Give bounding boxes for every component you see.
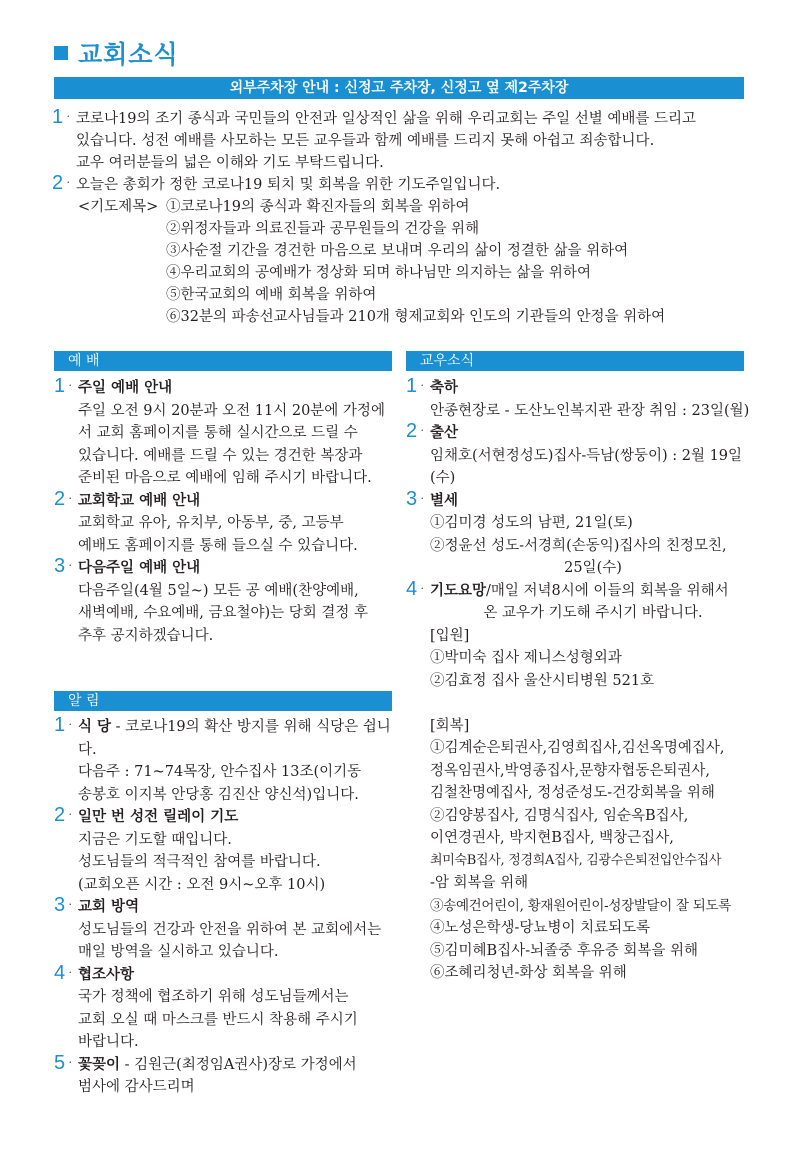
- worship-item-1: [54, 377, 399, 490]
- worship-item-line: 서 교회 홈페이지를 통해 실시간으로 드릴 수: [78, 425, 358, 441]
- recovery-line: ③송예건어린이, 황재원어린이-성장발달이 잘 되도록: [430, 897, 731, 914]
- page-title: [54, 36, 179, 70]
- notice-item-title: 일만 번 성전 릴레이 기도: [78, 809, 239, 825]
- notice-item-line: 바랍니다.: [78, 1034, 139, 1050]
- parking-notice-banner: 외부주차장 안내 : 신정고 주차장, 신정고 옆 제2주차장: [54, 77, 744, 99]
- notice-item-title-rest: - 코로나19의 확산 방지를 위해 식당은 쉽니다.: [78, 719, 391, 758]
- spacer: [430, 692, 756, 715]
- member-item-line: 임채호(서현정성도)집사-득남(쌍둥이) : 2월 19일(수): [430, 447, 743, 486]
- notice-item-title: 식 당: [78, 719, 112, 735]
- notices-section: [54, 716, 399, 1099]
- page-title-text: 교회소식: [78, 40, 179, 69]
- worship-item-line: 예배도 홈페이지를 통해 들으실 수 있습니다.: [78, 537, 358, 554]
- member-item-title-rest: /매일 저녁8시에 이들의 회복을 위해서: [486, 582, 729, 599]
- worship-item-line: 주일 오전 9시 20분과 오전 11시 20분에 가정에: [78, 402, 385, 419]
- item-number: 1 ·: [54, 375, 72, 400]
- admit-line: ①박미숙 집사 제니스성형외과: [430, 650, 622, 666]
- prayer-label: <기도제목>: [78, 199, 159, 215]
- notices-section-header: 알 림: [54, 691, 392, 711]
- intro-item-2: [52, 174, 752, 328]
- member-item-line: ①김미경 성도의 남편, 21일(토): [430, 515, 633, 531]
- recovery-line: ①김계순은퇴권사,김영희집사,김선옥명예집사,: [430, 740, 725, 756]
- prayer-item: ①코로나19의 종식과 확진자들의 회복을 위하여: [166, 199, 470, 215]
- notice-item-2: [54, 806, 399, 896]
- members-section-header: 교우소식: [406, 351, 744, 371]
- item-number: 2 ·: [406, 420, 424, 445]
- member-item-title: 별세: [430, 492, 459, 509]
- intro-item-1-line-2: 있습니다. 성전 예배를 사모하는 모든 교우들과 함께 예배를 드리지 못해 아쉽고 죄송합니다.: [76, 133, 655, 149]
- notice-item-line: 지금은 기도할 때입니다.: [78, 831, 232, 848]
- item-number: 3 ·: [54, 894, 72, 919]
- prayer-item: ②위정자들과 의료진들과 공무원들의 건강을 위해: [166, 221, 480, 237]
- member-item-center-line: 온 교우가 기도해 주시기 바랍니다.: [483, 605, 703, 621]
- worship-item-title: 다음주일 예배 안내: [78, 560, 201, 576]
- worship-section: [54, 377, 399, 647]
- item-number: 1 ·: [406, 375, 424, 400]
- item-number: 4 ·: [406, 578, 424, 603]
- recovery-line: 정옥임권사,박영종집사,문향자협동은퇴권사,: [430, 762, 710, 779]
- notice-item-line: 범사에 감사드리며: [78, 1079, 195, 1095]
- recovery-line: 이연경권사, 박지현B집사, 백창근집사,: [430, 830, 674, 846]
- member-item-title: 출산: [430, 425, 459, 441]
- recovery-line: ④노성은학생-당뇨병이 치료되도록: [430, 920, 651, 936]
- item-number: 2 ·: [54, 804, 72, 829]
- item-number: 3 ·: [54, 555, 72, 580]
- item-number: 1 ·: [54, 714, 72, 739]
- intro-item-1: [52, 108, 752, 174]
- worship-item-line: 교회학교 유아, 유치부, 아동부, 중, 고등부: [78, 515, 344, 531]
- prayer-item: ④우리교회의 공예배가 정상화 되며 하나님만 의지하는 삶을 위하여: [166, 265, 591, 281]
- members-section: [406, 377, 756, 985]
- recovery-line: ②김양봉집사, 김명식집사, 임순옥B집사,: [430, 807, 689, 824]
- member-item-4: [406, 577, 756, 985]
- worship-item-line: 새벽예배, 수요예배, 금요철야)는 당회 결정 후: [78, 605, 369, 621]
- worship-item-title: 주일 예배 안내: [78, 380, 173, 396]
- intro-item-1-line-3: 교우 여러분들의 넓은 이해와 기도 부탁드립니다.: [76, 155, 384, 171]
- notice-item-title: 꽃꽂이: [78, 1056, 121, 1073]
- notice-item-title: 협조사항: [78, 966, 135, 983]
- worship-item-line: 다음주일(4월 5일~) 모든 공 예배(찬양예배,: [78, 582, 359, 599]
- recovery-line: 최미숙B집사, 정경희A집사, 김광수은퇴전입안수집사: [430, 852, 722, 868]
- recovery-label: [회복]: [430, 717, 470, 734]
- intro-item-1-line-1: 코로나19의 조기 종식과 국민들의 안전과 일상적인 삶을 위해 우리교회는 주일 선별 예배를 드리고: [76, 111, 697, 127]
- notice-item-title-rest: - 김원근(최정임A권사)장로 가정에서: [120, 1056, 357, 1073]
- notice-item-title: 교회 방역: [78, 899, 140, 915]
- worship-item-line: 준비된 마음으로 예배에 임해 주시기 바랍니다.: [78, 470, 372, 486]
- worship-item-line: 추후 공지하겠습니다.: [78, 627, 214, 644]
- admit-line: ②김효정 집사 울산시티병원 521호: [430, 672, 655, 689]
- worship-item-title: 교회학교 예배 안내: [78, 492, 201, 509]
- notice-item-3: [54, 896, 399, 964]
- item-number: 2 ·: [54, 488, 72, 513]
- notice-item-line: (교회오픈 시간 : 오전 9시~오후 10시): [78, 876, 326, 893]
- notice-item-5: [54, 1051, 399, 1099]
- member-item-title: 축하: [430, 380, 459, 396]
- prayer-item: ⑤한국교회의 예배 회복을 위하여: [166, 287, 377, 303]
- intro-notices: [52, 108, 752, 328]
- square-bullet-icon: [54, 46, 68, 60]
- prayer-list: [166, 196, 665, 328]
- item-number: 5 ·: [54, 1052, 72, 1077]
- worship-item-2: [54, 487, 399, 558]
- admit-label: [입원]: [430, 627, 470, 644]
- recovery-line: -암 회복을 위해: [430, 875, 529, 891]
- item-number: 1 ·: [52, 106, 70, 130]
- member-item-3: [406, 487, 756, 580]
- item-number: 3 ·: [406, 488, 424, 513]
- notice-item-line: 국가 정책에 협조하기 위해 성도님들께서는: [78, 989, 349, 1005]
- notice-item-line: 성도님들의 건강과 안전을 위하여 본 교회에서는: [78, 921, 382, 938]
- item-number: 4 ·: [54, 962, 72, 987]
- notice-item-line: 다음주 : 71~74목장, 안수집사 13조(이기동: [78, 764, 362, 780]
- member-item-2: [406, 422, 756, 490]
- notice-item-line: 교회 오실 때 마스크를 반드시 착용해 주시기: [78, 1011, 358, 1028]
- prayer-item: ⑥32분의 파송선교사님들과 210개 형제교회와 인도의 기관들의 안정을 위하여: [166, 309, 666, 325]
- notice-item-4: [54, 961, 399, 1054]
- worship-item-line: 있습니다. 예배를 드릴 수 있는 경건한 복장과: [78, 447, 363, 464]
- recovery-line: ⑥조혜리청년-화상 회복을 위해: [430, 965, 627, 981]
- notice-item-line: 매일 방역을 실시하고 있습니다.: [78, 944, 279, 960]
- prayer-topics: [76, 196, 752, 328]
- prayer-item: ③사순절 기간을 경건한 마음으로 보내며 우리의 삶이 정결한 삶을 위하여: [166, 243, 629, 259]
- member-item-date: 25일(수): [564, 560, 622, 576]
- notice-item-line: 성도님들의 적극적인 참여를 바랍니다.: [78, 854, 321, 870]
- worship-item-3: [54, 557, 399, 647]
- worship-section-header: 예 배: [54, 351, 392, 371]
- member-item-line: 안종현장로 - 도산노인복지관 관장 취임 : 23일(월): [430, 402, 750, 419]
- item-number: 2 ·: [52, 172, 70, 196]
- member-item-title: 기도요망: [430, 582, 487, 599]
- recovery-line: ⑤김미혜B집사-뇌졸중 후유증 회복을 위해: [430, 942, 698, 959]
- member-item-1: [406, 377, 756, 422]
- recovery-line: 김철찬명예집사, 정성준성도-건강회복을 위해: [430, 785, 715, 801]
- notice-item-1: [54, 716, 399, 806]
- notice-item-line: 송봉호 이지복 안당홍 김진산 양신석)입니다.: [78, 786, 359, 803]
- intro-item-2-line-1: 오늘은 총회가 정한 코로나19 퇴치 및 회복을 위한 기도주일입니다.: [76, 177, 501, 193]
- member-item-line: ②정윤선 성도-서경희(손동익)집사의 친정모친,: [430, 537, 727, 554]
